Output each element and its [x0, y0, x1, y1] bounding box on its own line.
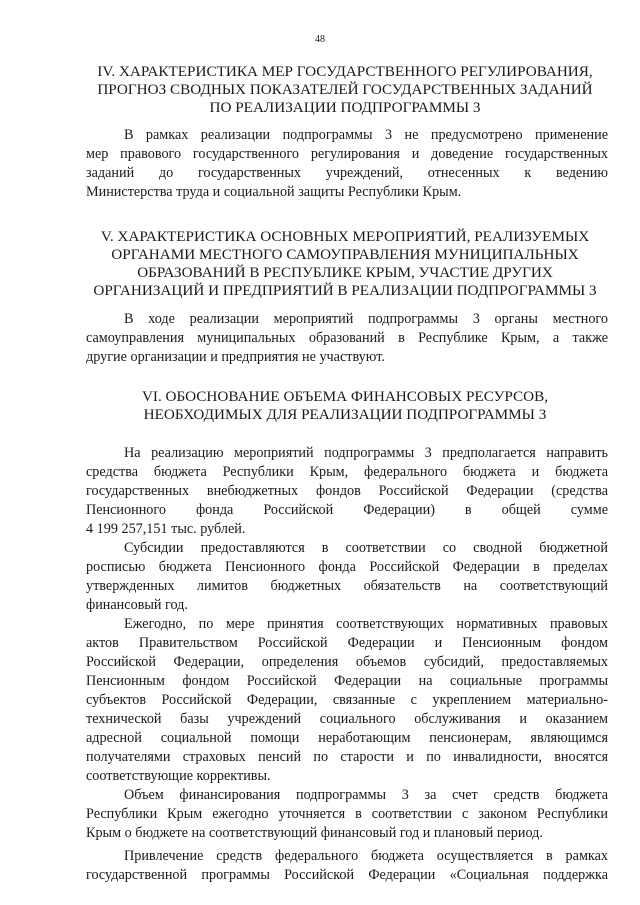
section-5-title-line: ОРГАНИЗАЦИЙ И ПРЕДПРИЯТИЙ В РЕАЛИЗАЦИИ ПОДПРОГРАММЫ 3 — [93, 282, 597, 299]
section-6-text-line: Республики Крым ежегодно уточняется в соответствии с законом Республики — [86, 806, 608, 822]
section-6-text-line: 4 199 257,151 тыс. рублей. — [86, 521, 246, 537]
section-6-text-line: утвержденных лимитов бюджетных обязательств на соответствующий — [86, 578, 608, 594]
section-6-text-line: государственных внебюджетных фондов Российской Федерации (средства — [86, 483, 608, 499]
section-6-text-line: Объем финансирования подпрограммы 3 за счет средств бюджета — [124, 787, 608, 803]
section-6-text-line: Привлечение средств федерального бюджета осуществляется в рамках — [124, 848, 608, 864]
section-6-text-line: Пенсионным фондом Российской Федерации на социальные программы — [86, 673, 608, 689]
section-5-text-line: другие организации и предприятия не участвуют. — [86, 349, 385, 365]
section-6-text-line: Ежегодно, по мере принятия соответствующих нормативных правовых — [124, 616, 608, 632]
section-4-text-line: Министерства труда и социальной защиты Республики Крым. — [86, 184, 462, 200]
section-5-title-line: V. ХАРАКТЕРИСТИКА ОСНОВНЫХ МЕРОПРИЯТИЙ, РЕАЛИЗУЕМЫХ — [100, 228, 590, 245]
section-4-text-line: В рамках реализации подпрограммы 3 не предусмотрено применение — [124, 127, 608, 143]
section-4-title-line: IV. ХАРАКТЕРИСТИКА МЕР ГОСУДАРСТВЕННОГО РЕГУЛИРОВАНИЯ, — [97, 63, 593, 80]
section-4-text-line: мер правового государственного регулирования и доведение государственных — [86, 146, 608, 162]
section-6-text-line: соответствующие коррективы. — [86, 768, 271, 784]
section-6-text-line: субъектов Российской Федерации, связанные с укреплением материально- — [86, 692, 608, 708]
section-5-text-line: самоуправления муниципальных образований в Республике Крым, а также — [86, 330, 608, 346]
section-6-text-line: средства бюджета Республики Крым, федерального бюджета и бюджета — [86, 464, 608, 480]
section-5-title-line: ОРГАНАМИ МЕСТНОГО САМОУПРАВЛЕНИЯ МУНИЦИПАЛЬНЫХ — [111, 246, 579, 263]
section-6-title-line: НЕОБХОДИМЫХ ДЛЯ РЕАЛИЗАЦИИ ПОДПРОГРАММЫ 3 — [143, 406, 547, 423]
section-6-text-line: финансовый год. — [86, 597, 188, 613]
section-6-text-line: государственной программы Российской Федерации «Социальная поддержка — [86, 867, 608, 883]
section-6-text-line: технической базы учреждений социального обслуживания и оказанием — [86, 711, 608, 727]
section-6-title-line: VI. ОБОСНОВАНИЕ ОБЪЕМА ФИНАНСОВЫХ РЕСУРСОВ, — [141, 388, 549, 405]
section-5-title-line: ОБРАЗОВАНИЙ В РЕСПУБЛИКЕ КРЫМ, УЧАСТИЕ ДРУГИХ — [137, 264, 553, 281]
section-6-text-line: актов Правительством Российской Федерации и Пенсионным фондом — [86, 635, 608, 651]
section-6-text-line: получателями страховых пенсий по старости и по инвалидности, вносятся — [86, 749, 608, 765]
section-6-text-line: росписью бюджета Пенсионного фонда Российской Федерации в пределах — [86, 559, 608, 575]
section-6-text-line: Крым о бюджете на соответствующий финансовый год и плановый период. — [86, 825, 543, 841]
section-6-text-line: адресной социальной помощи неработающим пенсионерам, являющимся — [86, 730, 608, 746]
page-number: 48 — [315, 34, 325, 45]
section-5-text-line: В ходе реализации мероприятий подпрограммы 3 органы местного — [124, 311, 608, 327]
section-6-text-line: Пенсионного фонда Российской Федерации) в общей сумме — [86, 502, 608, 518]
section-6-text-line: Российской Федерации, определения объемов субсидий, предоставляемых — [86, 654, 608, 670]
section-6-text-line: Субсидии предоставляются в соответствии со сводной бюджетной — [124, 540, 608, 556]
section-4-title-line: ПО РЕАЛИЗАЦИИ ПОДПРОГРАММЫ 3 — [209, 99, 481, 116]
section-4-title-line: ПРОГНОЗ СВОДНЫХ ПОКАЗАТЕЛЕЙ ГОСУДАРСТВЕННЫХ ЗАДАНИЙ — [97, 81, 593, 98]
section-4-text-line: заданий до государственных учреждений, отнесенных к ведению — [86, 165, 608, 181]
section-6-text-line: На реализацию мероприятий подпрограммы 3 предполагается направить — [124, 445, 608, 461]
